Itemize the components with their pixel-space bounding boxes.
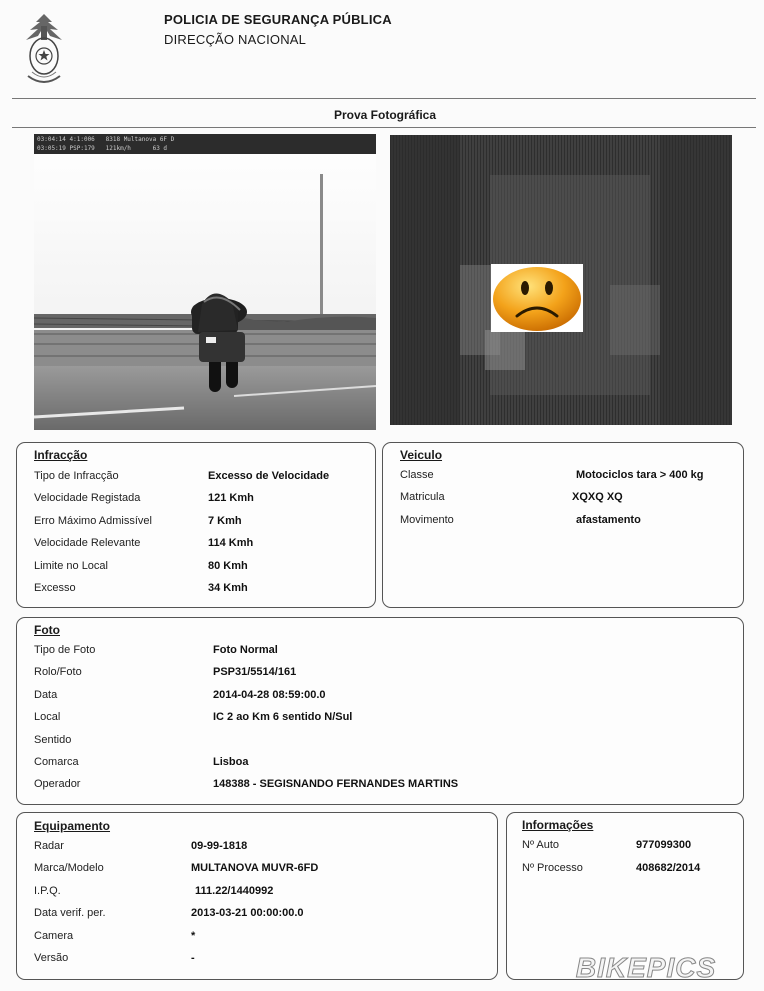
infraccao-label: Limite no Local	[34, 560, 108, 572]
title-divider	[12, 127, 756, 128]
photo-data-stamp: 03:04:14 4:1:006 8318 Multanova 6F D 03:05:19 PSP:179 121km/h 63 d	[34, 134, 376, 154]
infraccao-value: 7 Kmh	[208, 515, 242, 527]
veiculo-title: Veiculo	[400, 448, 443, 462]
equipamento-value: 09-99-1818	[191, 840, 248, 852]
infraccao-label: Erro Máximo Admissível	[34, 515, 152, 527]
veiculo-value: XQXQ XQ	[572, 491, 623, 503]
veiculo-label: Movimento	[400, 514, 454, 526]
informacoes-value: 977099300	[636, 839, 692, 851]
informacoes-value: 408682/2014	[636, 862, 701, 874]
foto-panel	[16, 617, 744, 805]
foto-label: Rolo/Foto	[34, 666, 82, 678]
foto-label: Operador	[34, 778, 81, 790]
infraccao-value: 80 Kmh	[208, 560, 248, 572]
org-subtitle: DIRECÇÃO NACIONAL	[164, 32, 307, 47]
foto-value: 2014-04-28 08:59:00.0	[213, 689, 326, 701]
infraccao-label: Tipo de Infracção	[34, 470, 119, 482]
equipamento-value: MULTANOVA MUVR-6FD	[191, 862, 319, 874]
foto-label: Sentido	[34, 734, 72, 746]
equipamento-title: Equipamento	[34, 819, 111, 833]
informacoes-label: Nº Auto	[522, 839, 560, 851]
equipamento-label: Versão	[34, 952, 69, 964]
foto-value: IC 2 ao Km 6 sentido N/Sul	[213, 711, 353, 723]
psp-crest-logo	[22, 12, 66, 90]
infraccao-label: Velocidade Relevante	[34, 537, 141, 549]
foto-label: Local	[34, 711, 61, 723]
veiculo-label: Classe	[400, 469, 434, 481]
informacoes-title: Informações	[522, 818, 594, 832]
foto-value: Lisboa	[213, 756, 249, 768]
equipamento-label: Camera	[34, 930, 74, 942]
veiculo-value: afastamento	[576, 514, 641, 526]
infraccao-value: Excesso de Velocidade	[208, 470, 330, 482]
foto-value: PSP31/5514/161	[213, 666, 297, 678]
foto-label: Data	[34, 689, 58, 701]
equipamento-label: Marca/Modelo	[34, 862, 104, 874]
equipamento-value: 111.22/1440992	[195, 885, 274, 897]
equipamento-label: Data verif. per.	[34, 907, 106, 919]
equipamento-label: I.P.Q.	[34, 885, 61, 897]
infraccao-value: 114 Kmh	[208, 537, 254, 549]
infraccao-title: Infracção	[34, 448, 88, 462]
foto-title: Foto	[34, 623, 60, 637]
veiculo-label: Matricula	[400, 491, 445, 503]
radar-photo-overview	[34, 134, 376, 430]
header-divider	[12, 98, 756, 99]
svg-text:BIKEPICS: BIKEPICS	[575, 952, 717, 983]
infraccao-label: Velocidade Registada	[34, 492, 141, 504]
infraccao-value: 34 Kmh	[208, 582, 248, 594]
equipamento-value: 2013-03-21 00:00:00.0	[191, 907, 304, 919]
bikepics-watermark	[548, 950, 744, 986]
infraccao-label: Excesso	[34, 582, 76, 594]
equipamento-label: Radar	[34, 840, 64, 852]
equipamento-value: -	[191, 952, 195, 964]
sad-face-censor-sticker	[491, 264, 583, 332]
document-title: Prova Fotográfica	[333, 108, 437, 122]
foto-value: Foto Normal	[213, 644, 278, 656]
foto-label: Tipo de Foto	[34, 644, 96, 656]
foto-value: 148388 - SEGISNANDO FERNANDES MARTINS	[213, 778, 459, 790]
infraccao-value: 121 Kmh	[208, 492, 254, 504]
equipamento-value: *	[191, 930, 196, 942]
org-name: POLICIA DE SEGURANÇA PÚBLICA	[164, 12, 392, 27]
informacoes-label: Nº Processo	[522, 862, 583, 874]
veiculo-value: Motociclos tara > 400 kg	[576, 469, 704, 481]
foto-label: Comarca	[34, 756, 79, 768]
